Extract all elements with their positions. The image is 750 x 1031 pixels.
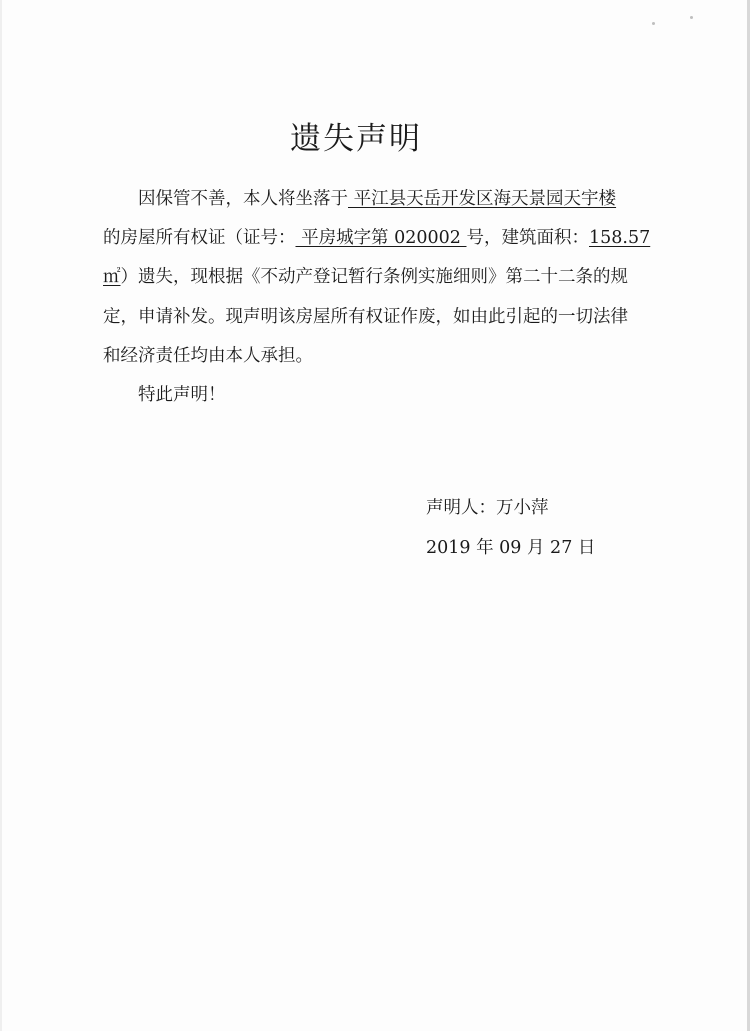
body-line-3 [103, 258, 628, 297]
body-line-4: 定，申请补发。现声明该房屋所有权证作废，如由此引起的一切法律 [103, 306, 628, 327]
body-text-segment: 因保管不善，本人将坐落于 [138, 189, 348, 209]
building-area-unit: ㎡ [103, 267, 121, 288]
body-line-5: 和经济责任均由本人承担。 [103, 345, 313, 366]
certificate-number: 平房城字第 020002 [295, 228, 467, 249]
declaration-body [103, 180, 651, 415]
body-line-2 [103, 219, 651, 258]
scan-speck [690, 16, 693, 19]
body-line-1 [103, 180, 617, 219]
declaration-date: 2019 年 09 月 27 日 [426, 538, 596, 558]
property-location: 平江县天岳开发区海天景园天宇楼 [348, 189, 617, 209]
scan-speck [652, 22, 655, 25]
document-title: 遗失声明 [290, 120, 422, 157]
closing-statement: 特此声明！ [138, 385, 226, 406]
body-text-segment: 号，建筑面积： [466, 228, 589, 249]
body-text-segment: 的房屋所有权证（证号： [103, 228, 296, 249]
building-area-value: 158.57 [589, 228, 651, 249]
declarant-signature: 声明人：万小萍 [426, 498, 549, 518]
body-text-segment: ）遗失，现根据《不动产登记暂行条例实施细则》第二十二条的规 [120, 267, 628, 288]
